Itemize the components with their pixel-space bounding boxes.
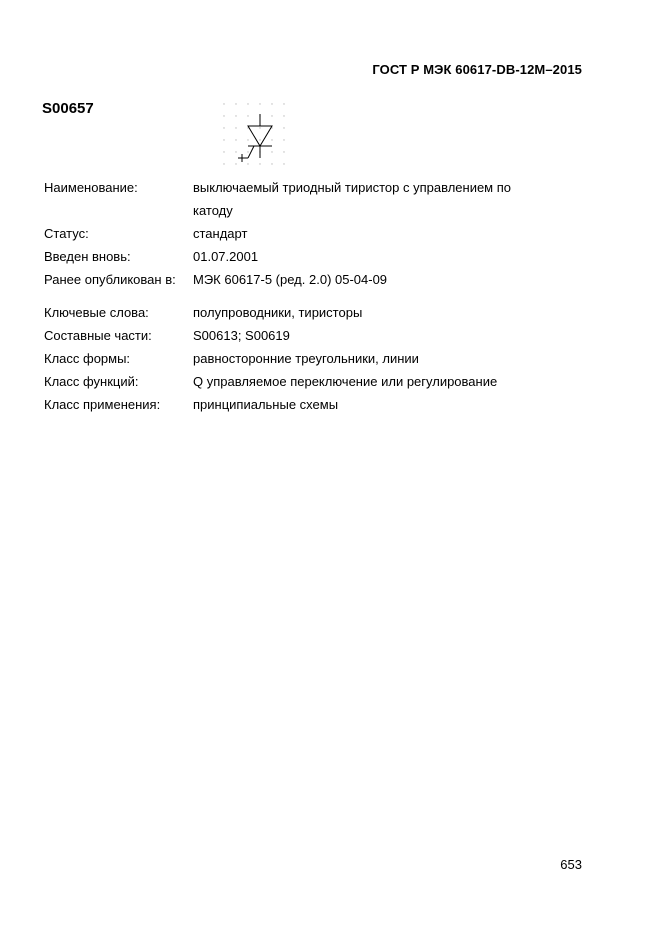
- field-label: Ключевые слова:: [44, 305, 149, 320]
- thyristor-symbol-icon: [220, 100, 288, 168]
- field-value: принципиальные схемы: [193, 397, 339, 412]
- field-value: выключаемый триодный тиристор с управлением по катоду: [193, 180, 512, 218]
- field-label: Класс функций:: [44, 374, 139, 389]
- field-label: Ранее опубликован в:: [44, 272, 176, 287]
- page-number: 653: [560, 857, 582, 872]
- field-value: 01.07.2001: [193, 249, 259, 264]
- field-label: Составные части:: [44, 328, 152, 343]
- field-value: стандарт: [193, 226, 248, 241]
- field-label: Класс применения:: [44, 397, 161, 412]
- field-value: полупроводники, тиристоры: [193, 305, 363, 320]
- document-header: ГОСТ Р МЭК 60617-DB-12M–2015: [372, 62, 582, 77]
- field-label: Класс формы:: [44, 351, 131, 366]
- field-value: Q управляемое переключение или регулирование: [193, 374, 498, 389]
- field-label: Статус:: [44, 226, 89, 241]
- field-label: Введен вновь:: [44, 249, 131, 264]
- field-label: Наименование:: [44, 180, 138, 195]
- field-value: МЭК 60617-5 (ред. 2.0) 05-04-09: [193, 272, 388, 287]
- field-value: равносторонние треугольники, линии: [193, 351, 419, 366]
- symbol-code: S00657: [42, 100, 94, 117]
- field-value: S00613; S00619: [193, 328, 290, 343]
